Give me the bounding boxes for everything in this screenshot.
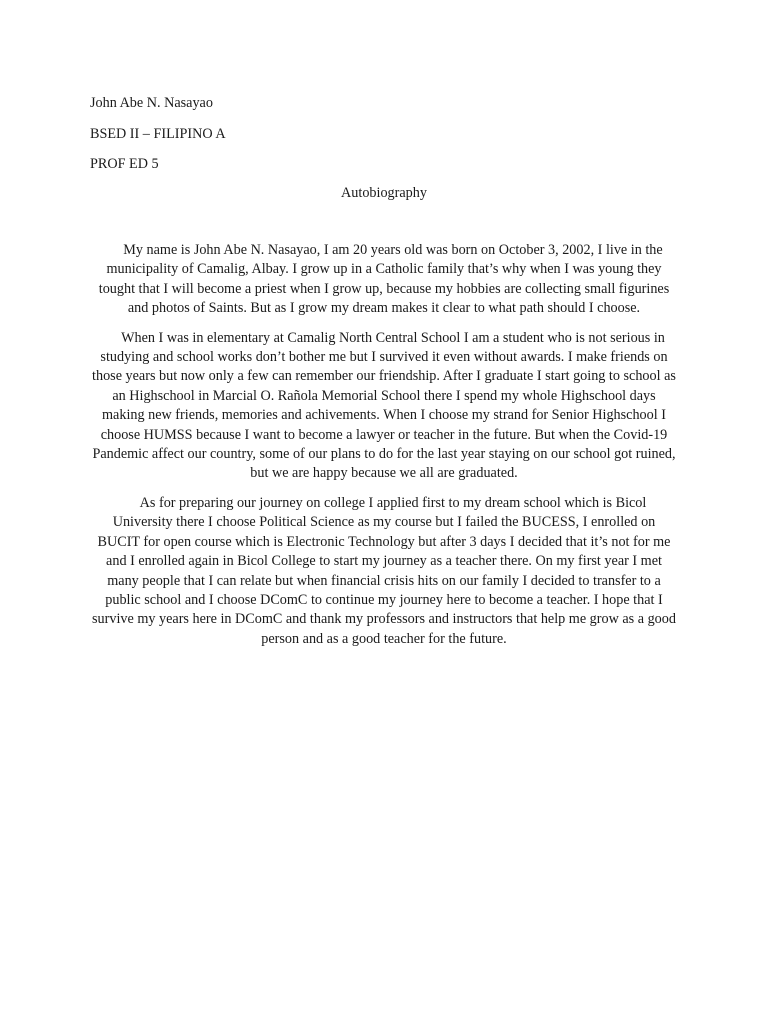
paragraph-3: As for preparing our journey on college I applied first to my dream school which is Bicol University there I choose Political Science as my course but I failed the BUCESS, I enrolled on BUCIT for open course which is Electronic Technology but after 3 days I decided that it’s not for me and I enrolled again in Bicol College to start my journey as a teacher there. On my first year I met many people that I can relate but when financial crisis hits on our family I decided to transfer to a public school and I choose DComC to continue my journey here to become a teacher. I hope that I survive my years here in DComC and thank my professors and instructors that help me grow as a good person and as a good teacher for the future. xyxy=(92,494,676,647)
subject-code: PROF ED 5 xyxy=(90,156,159,172)
course-section: BSED II – FILIPINO A xyxy=(90,126,226,142)
paragraph-2: When I was in elementary at Camalig North Central School I am a student who is not serious in studying and school works don’t bother me but I survived it even without awards. I make friends on those years but now only a few can remember our friendship. After I graduate I start going to school as an Highschool in Marcial O. Rañola Memorial School there I spend my whole Highschool days making new friends, memories and achivements. When I choose my strand for Senior Highschool I choose HUMSS because I want to become a lawyer or teacher in the future. But when the Covid-19 Pandemic affect our country, some of our plans to do for the last year staying on our school got ruined, but we are happy because we all are graduated. xyxy=(92,329,676,482)
document-body xyxy=(90,241,678,659)
document-title: Autobiography xyxy=(341,185,427,201)
author-name: John Abe N. Nasayao xyxy=(90,95,213,111)
paragraph-1: My name is John Abe N. Nasayao, I am 20 years old was born on October 3, 2002, I live in the municipality of Camalig, Albay. I grow up in a Catholic family that’s why when I was young they tought that I will become a priest when I grow up, because my hobbies are collecting small figurines and photos of Saints. But as I grow my dream makes it clear to what path should I choose. xyxy=(98,242,670,317)
